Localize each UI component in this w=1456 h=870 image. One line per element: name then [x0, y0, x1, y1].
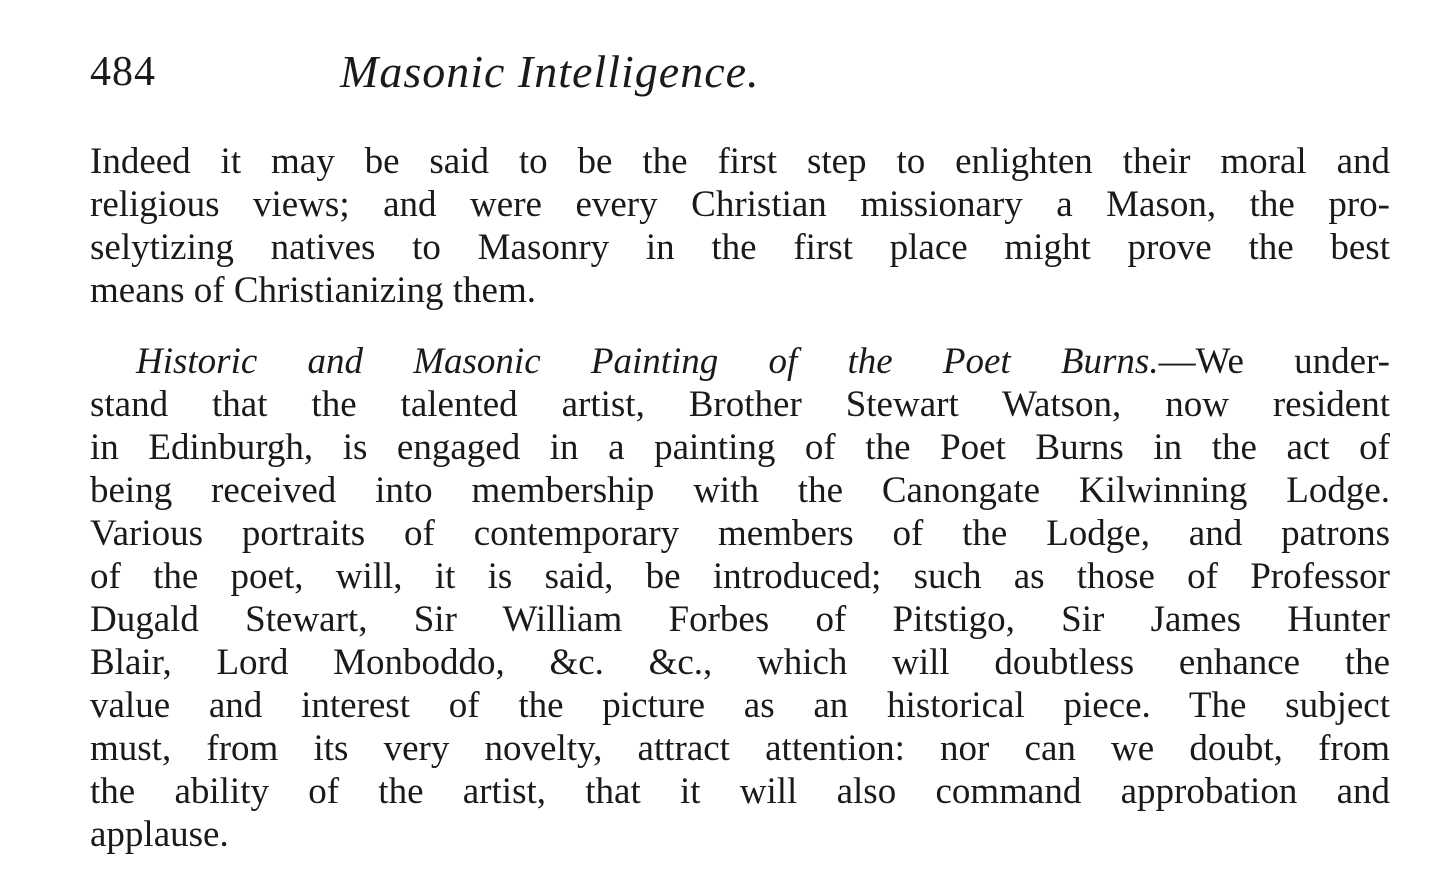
- paragraph-line: Indeed it may be said to be the first step to enlighten their moral and: [90, 141, 1390, 182]
- paragraph-line: in Edinburgh, is engaged in a painting of the Poet Burns in the act of: [90, 427, 1390, 468]
- paragraph-line: selytizing natives to Masonry in the first place might prove the best: [90, 227, 1390, 268]
- paragraph-first-line: [90, 340, 1390, 383]
- paragraph-line: religious views; and were every Christian missionary a Mason, the pro-: [90, 184, 1390, 225]
- paragraph-line-rest: —We under-: [1158, 341, 1390, 382]
- paragraph-1: [90, 140, 1390, 312]
- article-heading: Historic and Masonic Painting of the Poet Burns.: [136, 341, 1159, 382]
- paragraph-line: of the poet, will, it is said, be introduced; such as those of Professor: [90, 556, 1390, 597]
- paragraph-line: applause.: [90, 814, 229, 855]
- paragraph-line: must, from its very novelty, attract attention: nor can we doubt, from: [90, 728, 1390, 769]
- paragraph-line: the ability of the artist, that it will also command approbation and: [90, 771, 1390, 812]
- paragraph-line: means of Christianizing them.: [90, 270, 536, 311]
- paragraph-line: Various portraits of contemporary members of the Lodge, and patrons: [90, 513, 1390, 554]
- paragraph-line: stand that the talented artist, Brother Stewart Watson, now resident: [90, 384, 1390, 425]
- running-title: Masonic Intelligence.: [340, 46, 760, 97]
- page-header: [90, 42, 1390, 102]
- page-number: 484: [90, 49, 156, 95]
- paragraph-line: value and interest of the picture as an historical piece. The subject: [90, 685, 1390, 726]
- paragraph-line: Blair, Lord Monboddo, &c. &c., which will doubtless enhance the: [90, 642, 1390, 683]
- paragraph-2: [90, 340, 1390, 856]
- paragraph-line: being received into membership with the Canongate Kilwinning Lodge.: [90, 470, 1390, 511]
- paragraph-line: Dugald Stewart, Sir William Forbes of Pitstigo, Sir James Hunter: [90, 599, 1390, 640]
